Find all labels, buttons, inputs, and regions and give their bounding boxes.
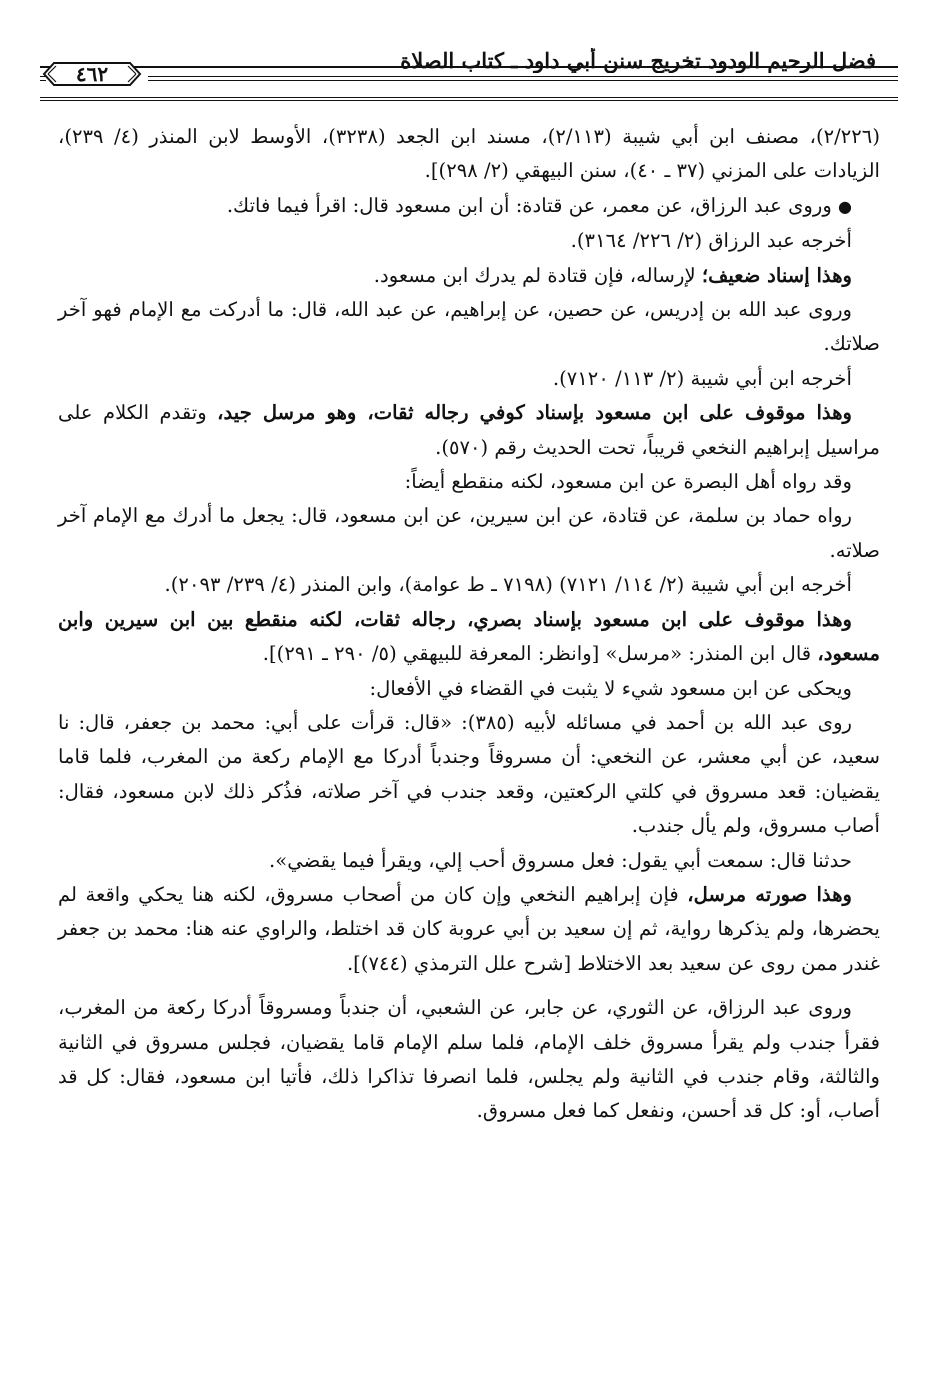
paragraph xyxy=(58,878,880,981)
paragraph: حدثنا قال: سمعت أبي يقول: فعل مسروق أحب إلي، ويقرأ فيما يقضي». xyxy=(269,848,852,872)
verdict-text: وهذا إسناد ضعيف؛ xyxy=(701,263,852,287)
paragraph xyxy=(58,189,880,224)
page-number: ٤٦٢ xyxy=(75,62,109,86)
paragraph: وقد رواه أهل البصرة عن ابن مسعود، لكنه منقطع أيضاً: xyxy=(404,470,852,494)
bullet-icon: ● xyxy=(838,196,852,216)
verdict-text: وهذا صورته مرسل، xyxy=(687,882,852,906)
paragraph: ويحكى عن ابن مسعود شيء لا يثبت في القضاء في الأفعال: xyxy=(369,676,852,700)
paragraph-text: وتقدم الكلام على مراسيل إبراهيم النخعي قريباً، تحت الحديث رقم (٥٧٠). xyxy=(58,401,880,459)
header-rule-bottom xyxy=(40,97,898,98)
running-header xyxy=(40,28,898,108)
paragraph: وروى عبد الرزاق، عن الثوري، عن جابر، عن الشعبي، أن جندباً ومسروقاً أدركا ركعة من المغرب، فقرأ جندب ولم يقرأ مسروق خلف الإمام، فلما سلم الإمام قاما يقضيان، فجلس مسروق في الثانية والثالثة، وقام جندب في الثانية ولم يجلس، فلما انصرفا تذاكرا ذلك، فأتيا ابن مسعود، فقال: كل قد أصاب، أو: كل قد أحسن، ونفعل كما فعل مسروق. xyxy=(58,996,880,1123)
header-rule-top xyxy=(40,66,898,68)
header-rule-right-double xyxy=(148,80,898,81)
verdict-text: وهذا موقوف على ابن مسعود بإسناد كوفي رجاله ثقات، وهو مرسل جيد، xyxy=(217,401,853,425)
paragraph: رواه حماد بن سلمة، عن قتادة، عن ابن سيرين، عن ابن مسعود، قال: يجعل ما أدرك مع الإمام آخر صلاته. xyxy=(58,504,880,562)
paragraph xyxy=(58,396,880,465)
paragraph: أخرجه ابن أبي شيبة (٢/ ١١٤/ ٧١٢١) (٧١٩٨ ـ ط عوامة)، وابن المنذر (٤/ ٢٣٩/ ٢٠٩٣). xyxy=(164,573,852,597)
paragraph: روى عبد الله بن أحمد في مسائله لأبيه (٣٨٥): «قال: قرأت على أبي: محمد بن جعفر، قال: نا سعيد، عن أبي معشر، عن النخعي: أن مسروقاً وجندباً أدركا مع الإمام ركعة من المغرب، فلما قاما يقضيان: قعد مسروق في كلتي الركعتين، وقعد جندب في آخر صلاته، فذُكر ذلك لابن مسعود، فقال: أصاب مسروق، ولم يأل جندب. xyxy=(58,710,880,838)
paragraph xyxy=(58,603,880,672)
header-rule-bottom-double xyxy=(40,100,898,101)
paragraph-text: قال ابن المنذر: «مرسل» [وانظر: المعرفة للبيهقي (٥/ ٢٩٠ ـ ٢٩١)]. xyxy=(262,642,818,666)
header-rule-right xyxy=(148,76,898,77)
main-text xyxy=(58,120,880,1129)
verdict-text: وهذا موقوف على ابن مسعود بإسناد بصري، رجاله ثقات، لكنه منقطع بين ابن سيرين وابن مسعود، xyxy=(58,607,880,666)
paragraph xyxy=(58,259,880,293)
paragraph: أخرجه عبد الرزاق (٢/ ٢٢٦/ ٣١٦٤). xyxy=(570,229,852,253)
paragraph: (٢/٢٢٦)، مصنف ابن أبي شيبة (٢/١١٣)، مسند ابن الجعد (٣٢٣٨)، الأوسط لابن المنذر (٤/ ٢٣٩)، الزيادات على المزني (٣٧ ـ ٤٠)، سنن البيهقي (٢/ ٢٩٨)]. xyxy=(58,125,880,183)
paragraph-text: لإرساله، فإن قتادة لم يدرك ابن مسعود. xyxy=(373,263,702,287)
header-title: فضل الرحيم الودود تخريج سنن أبي داود ـ كتاب الصلاة xyxy=(400,48,876,73)
paragraph: وروى عبد الله بن إدريس، عن حصين، عن إبراهيم، عن عبد الله، قال: ما أدركت مع الإمام فهو آخر صلاتك. xyxy=(58,298,880,356)
paragraph-text: فإن إبراهيم النخعي وإن كان من أصحاب مسروق، لكنه هنا يحكي واقعة لم يحضرها، ولم يذكرها رواية، ثم إن سعيد بن أبي عروبة كان قد اختلط، والراوي عنه هنا: محمد بن جعفر غندر ممن روى عن سعيد بعد الاختلاط [شرح علل الترمذي (٧٤٤)]. xyxy=(58,882,880,975)
paragraph-text: وروى عبد الرزاق، عن معمر، عن قتادة: أن ابن مسعود قال: اقرأ فيما فاتك. xyxy=(226,193,832,217)
paragraph: أخرجه ابن أبي شيبة (٢/ ١١٣/ ٧١٢٠). xyxy=(552,366,852,390)
